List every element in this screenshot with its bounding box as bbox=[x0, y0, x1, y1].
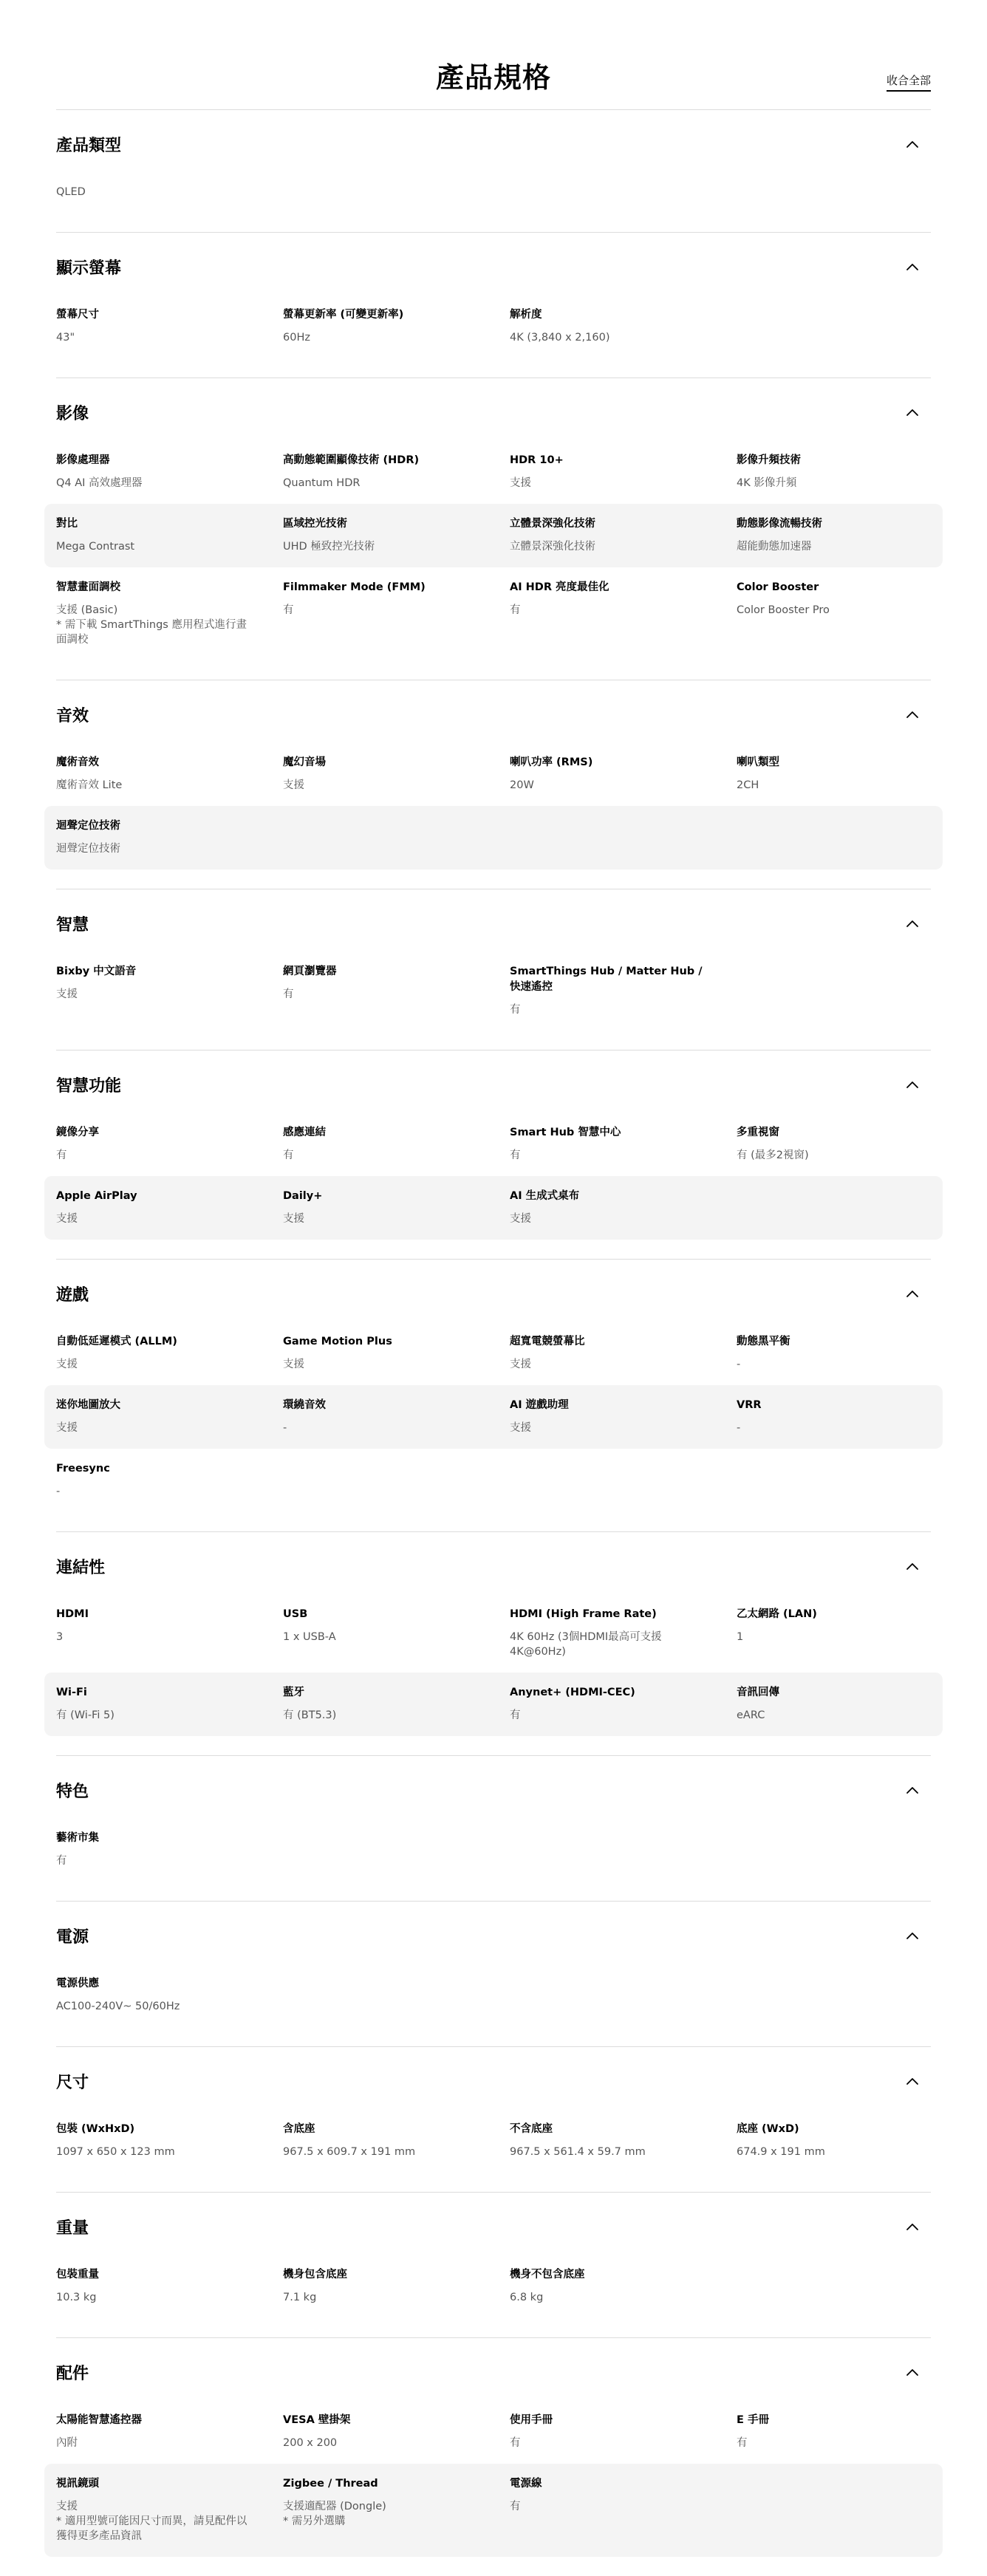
spec-row bbox=[44, 567, 943, 660]
spec-value: 1 x USB-A bbox=[283, 1631, 336, 1643]
spec-label: 含底座 bbox=[283, 2123, 315, 2135]
spec-item bbox=[737, 1334, 931, 1372]
spec-section bbox=[56, 889, 931, 1050]
spec-label: AI 生成式桌布 bbox=[510, 1190, 580, 1202]
spec-label: AI HDR 亮度最佳化 bbox=[510, 581, 609, 593]
spec-item bbox=[510, 580, 704, 647]
spec-value: 10.3 kg bbox=[56, 2292, 97, 2303]
spec-label: 迷你地圖放大 bbox=[56, 1399, 120, 1411]
chevron-up-icon[interactable] bbox=[906, 2222, 919, 2231]
spec-label: Freesync bbox=[56, 1463, 110, 1475]
spec-label: Color Booster bbox=[737, 581, 819, 593]
spec-section bbox=[56, 109, 931, 232]
spec-value: 有 bbox=[283, 1149, 294, 1161]
spec-label: 智慧畫面調校 bbox=[56, 581, 120, 593]
spec-label: 網頁瀏覽器 bbox=[283, 966, 337, 977]
spec-label: 機身不包含底座 bbox=[510, 2269, 585, 2281]
spec-row bbox=[44, 1385, 943, 1449]
spec-label: 螢幕更新率 (可變更新率) bbox=[283, 309, 404, 321]
spec-label: 迴聲定位技術 bbox=[56, 820, 120, 832]
spec-rows bbox=[44, 1113, 943, 1240]
spec-item bbox=[510, 755, 704, 793]
spec-item bbox=[737, 755, 931, 793]
spec-item bbox=[283, 453, 477, 491]
spec-section bbox=[56, 1755, 931, 1901]
section-title: 智慧功能 bbox=[56, 1076, 122, 1096]
spec-label: 感應連結 bbox=[283, 1127, 326, 1138]
spec-item bbox=[56, 185, 250, 199]
section-header[interactable] bbox=[56, 110, 931, 178]
spec-label: 對比 bbox=[56, 518, 78, 530]
spec-item bbox=[283, 2267, 477, 2305]
spec-value: Quantum HDR bbox=[283, 477, 361, 489]
spec-value: 支援 bbox=[510, 1213, 531, 1225]
chevron-up-icon[interactable] bbox=[906, 262, 919, 271]
chevron-up-icon[interactable] bbox=[906, 2077, 919, 2085]
spec-item bbox=[56, 1398, 250, 1435]
page-title: 產品規格 bbox=[435, 61, 551, 94]
spec-label: HDR 10+ bbox=[510, 454, 564, 466]
section-header[interactable] bbox=[56, 2047, 931, 2115]
spec-value: 有 bbox=[283, 988, 294, 1000]
spec-item bbox=[510, 1334, 704, 1372]
spec-item bbox=[56, 755, 250, 793]
spec-value: 4K (3,840 x 2,160) bbox=[510, 332, 610, 344]
spec-label: 影像升頻技術 bbox=[737, 454, 801, 466]
spec-row bbox=[44, 742, 943, 806]
spec-label: 立體景深強化技術 bbox=[510, 518, 595, 530]
spec-item bbox=[283, 307, 477, 345]
spec-item bbox=[56, 516, 250, 554]
spec-item bbox=[56, 1461, 250, 1499]
spec-section bbox=[56, 2337, 931, 2576]
spec-value: - bbox=[737, 1359, 741, 1370]
spec-value: 有 bbox=[283, 604, 294, 616]
spec-row bbox=[44, 1449, 943, 1512]
spec-rows bbox=[44, 2400, 943, 2557]
spec-value: 有 bbox=[510, 1149, 521, 1161]
spec-section bbox=[56, 232, 931, 377]
spec-item bbox=[510, 516, 704, 554]
spec-item bbox=[510, 1125, 704, 1163]
spec-section bbox=[56, 377, 931, 680]
spec-rows bbox=[44, 295, 943, 358]
spec-sections bbox=[0, 109, 987, 2576]
spec-value: 支援 bbox=[510, 477, 531, 489]
spec-label: 電源供應 bbox=[56, 1978, 99, 1989]
spec-value: 支援 bbox=[56, 1359, 78, 1370]
spec-item bbox=[283, 755, 477, 793]
spec-label: 不含底座 bbox=[510, 2123, 553, 2135]
section-header[interactable] bbox=[56, 1050, 931, 1118]
spec-value: 60Hz bbox=[283, 332, 310, 344]
spec-value: 2CH bbox=[737, 779, 759, 791]
spec-item bbox=[283, 2122, 477, 2159]
spec-label: Bixby 中文語音 bbox=[56, 966, 137, 977]
spec-section bbox=[56, 2192, 931, 2337]
spec-value: 支援 bbox=[510, 1422, 531, 1434]
spec-item bbox=[283, 1189, 477, 1226]
spec-label: Zigbee / Thread bbox=[283, 2478, 378, 2490]
spec-value: 魔術音效 Lite bbox=[56, 779, 123, 791]
spec-row bbox=[44, 440, 943, 504]
spec-value: - bbox=[737, 1422, 741, 1434]
section-title: 影像 bbox=[56, 404, 89, 423]
spec-value: 有 bbox=[737, 2437, 748, 2449]
spec-section bbox=[56, 680, 931, 889]
spec-rows bbox=[44, 1322, 943, 1512]
spec-label: 高動態範圍顯像技術 (HDR) bbox=[283, 454, 420, 466]
spec-row bbox=[44, 1818, 943, 1882]
chevron-up-icon[interactable] bbox=[906, 140, 919, 148]
spec-value: 支援 bbox=[283, 1213, 304, 1225]
chevron-up-icon[interactable] bbox=[906, 2368, 919, 2377]
spec-row bbox=[44, 2255, 943, 2318]
spec-label: Wi-Fi bbox=[56, 1687, 87, 1698]
spec-label: 環繞音效 bbox=[283, 1399, 326, 1411]
spec-rows bbox=[44, 952, 943, 1031]
chevron-up-icon[interactable] bbox=[906, 710, 919, 719]
spec-label: USB bbox=[283, 1608, 308, 1620]
spec-item bbox=[283, 1685, 477, 1723]
spec-label: Filmmaker Mode (FMM) bbox=[283, 581, 426, 593]
spec-value: Color Booster Pro bbox=[737, 604, 830, 616]
spec-value: 有 bbox=[510, 2437, 521, 2449]
spec-item bbox=[737, 516, 931, 554]
spec-label: E 手冊 bbox=[737, 2414, 769, 2426]
spec-item bbox=[56, 2476, 250, 2543]
spec-label: 使用手冊 bbox=[510, 2414, 553, 2426]
section-header[interactable] bbox=[56, 2193, 931, 2261]
spec-value: 20W bbox=[510, 779, 534, 791]
section-header[interactable] bbox=[56, 233, 931, 301]
spec-value: Mega Contrast bbox=[56, 541, 135, 553]
spec-label: 區域控光技術 bbox=[283, 518, 347, 530]
spec-value: 7.1 kg bbox=[283, 2292, 317, 2303]
spec-label: 影像處理器 bbox=[56, 454, 110, 466]
spec-row bbox=[44, 295, 943, 358]
spec-label: 鏡像分享 bbox=[56, 1127, 99, 1138]
spec-value: 支援適配器 (Dongle) * 需另外選購 bbox=[283, 2501, 386, 2527]
spec-rows bbox=[44, 2109, 943, 2173]
spec-rows bbox=[44, 1818, 943, 1882]
spec-item bbox=[510, 2413, 704, 2450]
collapse-all-link[interactable]: 收合全部 bbox=[887, 72, 931, 92]
spec-item bbox=[283, 1334, 477, 1372]
spec-value: - bbox=[56, 1486, 61, 1497]
spec-row bbox=[44, 1322, 943, 1385]
section-header[interactable] bbox=[56, 2338, 931, 2406]
spec-item bbox=[737, 1685, 931, 1723]
spec-item bbox=[737, 1398, 931, 1435]
chevron-up-icon[interactable] bbox=[906, 919, 919, 928]
spec-item bbox=[510, 2122, 704, 2159]
spec-value: 4K 影像升頻 bbox=[737, 477, 797, 489]
spec-item bbox=[56, 1685, 250, 1723]
spec-label: VRR bbox=[737, 1399, 762, 1411]
section-title: 特色 bbox=[56, 1782, 89, 1801]
spec-item bbox=[510, 453, 704, 491]
spec-item bbox=[510, 964, 704, 1017]
spec-label: 藍牙 bbox=[283, 1687, 304, 1698]
spec-item bbox=[56, 453, 250, 491]
spec-label: AI 遊戲助理 bbox=[510, 1399, 569, 1411]
spec-item bbox=[510, 1607, 704, 1659]
spec-value: Q4 AI 高效處理器 bbox=[56, 477, 143, 489]
spec-row bbox=[44, 2400, 943, 2464]
spec-item bbox=[283, 580, 477, 647]
section-header[interactable] bbox=[56, 889, 931, 957]
spec-value: 1 bbox=[737, 1631, 744, 1643]
chevron-up-icon[interactable] bbox=[906, 1786, 919, 1794]
spec-item bbox=[283, 1125, 477, 1163]
section-title: 音效 bbox=[56, 706, 89, 725]
spec-item bbox=[737, 2413, 931, 2450]
spec-value: 1097 x 650 x 123 mm bbox=[56, 2146, 175, 2158]
spec-label: VESA 壁掛架 bbox=[283, 2414, 351, 2426]
chevron-up-icon[interactable] bbox=[906, 1080, 919, 1089]
spec-value: 有 (BT5.3) bbox=[283, 1709, 337, 1721]
section-title: 遊戲 bbox=[56, 1285, 89, 1305]
spec-value: 支援 (Basic) * 需下載 SmartThings 應用程式進行畫面調校 bbox=[56, 604, 247, 646]
spec-item bbox=[737, 453, 931, 491]
spec-label: 自動低延遲模式 (ALLM) bbox=[56, 1336, 177, 1347]
chevron-up-icon[interactable] bbox=[906, 1289, 919, 1298]
section-title: 智慧 bbox=[56, 915, 89, 935]
spec-item bbox=[510, 307, 704, 345]
spec-value: 立體景深強化技術 bbox=[510, 541, 595, 553]
spec-value: AC100-240V~ 50/60Hz bbox=[56, 2001, 180, 2012]
spec-label: 魔術音效 bbox=[56, 756, 99, 768]
spec-value: 3 bbox=[56, 1631, 64, 1643]
chevron-up-icon[interactable] bbox=[906, 1931, 919, 1940]
section-header[interactable] bbox=[56, 1260, 931, 1328]
spec-row bbox=[44, 952, 943, 1031]
spec-item bbox=[56, 1831, 250, 1868]
spec-row bbox=[44, 2109, 943, 2173]
spec-label: 底座 (WxD) bbox=[737, 2123, 799, 2135]
spec-label: 視訊鏡頭 bbox=[56, 2478, 99, 2490]
spec-value: 支援 bbox=[56, 988, 78, 1000]
spec-label: Apple AirPlay bbox=[56, 1190, 137, 1202]
spec-label: Game Motion Plus bbox=[283, 1336, 392, 1347]
spec-label: 乙太網路 (LAN) bbox=[737, 1608, 817, 1620]
spec-label: HDMI bbox=[56, 1608, 89, 1620]
spec-item bbox=[56, 964, 250, 1017]
spec-value: 967.5 x 561.4 x 59.7 mm bbox=[510, 2146, 646, 2158]
spec-item bbox=[56, 2267, 250, 2305]
section-header[interactable] bbox=[56, 378, 931, 446]
spec-label: 動態黑平衡 bbox=[737, 1336, 790, 1347]
spec-row bbox=[44, 806, 943, 870]
spec-label: 機身包含底座 bbox=[283, 2269, 347, 2281]
spec-label: 喇叭功率 (RMS) bbox=[510, 756, 593, 768]
spec-label: 太陽能智慧遙控器 bbox=[56, 2414, 142, 2426]
spec-value: QLED bbox=[56, 186, 86, 198]
spec-value: 有 bbox=[510, 1709, 521, 1721]
spec-row bbox=[44, 1964, 943, 2027]
spec-label: 解析度 bbox=[510, 309, 542, 321]
spec-label: HDMI (High Frame Rate) bbox=[510, 1608, 657, 1620]
spec-label: 魔幻音場 bbox=[283, 756, 326, 768]
section-title: 產品類型 bbox=[56, 136, 122, 155]
spec-section bbox=[56, 1531, 931, 1755]
spec-item bbox=[56, 1607, 250, 1659]
spec-value: 4K 60Hz (3個HDMI最高可支援4K@60Hz) bbox=[510, 1631, 662, 1658]
spec-label: 超寬電競螢幕比 bbox=[510, 1336, 585, 1347]
spec-label: 電源線 bbox=[510, 2478, 542, 2490]
section-title: 尺寸 bbox=[56, 2073, 89, 2092]
spec-item bbox=[737, 1607, 931, 1659]
spec-rows bbox=[44, 440, 943, 660]
spec-label: SmartThings Hub / Matter Hub / 快速遙控 bbox=[510, 966, 703, 993]
spec-item bbox=[737, 2122, 931, 2159]
spec-item bbox=[510, 2267, 704, 2305]
spec-rows bbox=[44, 742, 943, 870]
spec-item bbox=[283, 1607, 477, 1659]
spec-label: 喇叭類型 bbox=[737, 756, 779, 768]
spec-value: 有 (Wi-Fi 5) bbox=[56, 1709, 115, 1721]
spec-value: 支援 bbox=[510, 1359, 531, 1370]
spec-item bbox=[56, 1189, 250, 1226]
spec-row bbox=[44, 172, 943, 213]
spec-section bbox=[56, 1259, 931, 1531]
spec-value: 有 bbox=[510, 1004, 521, 1016]
spec-value: 超能動態加速器 bbox=[737, 541, 812, 553]
spec-item bbox=[56, 580, 250, 647]
section-header[interactable] bbox=[56, 680, 931, 748]
section-header[interactable] bbox=[56, 1902, 931, 1969]
spec-section bbox=[56, 1050, 931, 1259]
spec-value: 支援 bbox=[283, 1359, 304, 1370]
spec-value: eARC bbox=[737, 1709, 765, 1721]
page-header bbox=[0, 0, 987, 109]
section-title: 連結性 bbox=[56, 1558, 106, 1577]
spec-value: 支援 bbox=[283, 779, 304, 791]
spec-rows bbox=[44, 1594, 943, 1736]
spec-value: 6.8 kg bbox=[510, 2292, 544, 2303]
spec-value: 有 bbox=[510, 604, 521, 616]
spec-row bbox=[44, 1113, 943, 1176]
spec-section bbox=[56, 1901, 931, 2046]
spec-item bbox=[510, 1189, 704, 1226]
spec-value: 支援 bbox=[56, 1213, 78, 1225]
section-title: 顯示螢幕 bbox=[56, 259, 122, 278]
spec-item bbox=[510, 2476, 704, 2543]
spec-value: 迴聲定位技術 bbox=[56, 843, 120, 855]
spec-value: 有 bbox=[510, 2501, 521, 2512]
spec-row bbox=[44, 1176, 943, 1240]
spec-value: 有 bbox=[56, 1855, 67, 1867]
spec-label: 藝術市集 bbox=[56, 1832, 99, 1844]
spec-item bbox=[56, 1976, 250, 2014]
spec-value: 967.5 x 609.7 x 191 mm bbox=[283, 2146, 416, 2158]
spec-value: 674.9 x 191 mm bbox=[737, 2146, 825, 2158]
spec-item bbox=[56, 1334, 250, 1372]
spec-item bbox=[56, 1125, 250, 1163]
section-header[interactable] bbox=[56, 1532, 931, 1600]
chevron-up-icon[interactable] bbox=[906, 1562, 919, 1571]
spec-item bbox=[283, 2476, 477, 2543]
spec-label: Anynet+ (HDMI-CEC) bbox=[510, 1687, 635, 1698]
spec-row bbox=[44, 504, 943, 567]
spec-item bbox=[283, 1398, 477, 1435]
spec-item bbox=[510, 1685, 704, 1723]
section-title: 重量 bbox=[56, 2218, 89, 2238]
spec-label: 包裝 (WxHxD) bbox=[56, 2123, 135, 2135]
spec-value: 有 (最多2視窗) bbox=[737, 1149, 809, 1161]
spec-value: UHD 極致控光技術 bbox=[283, 541, 375, 553]
section-title: 配件 bbox=[56, 2364, 89, 2383]
spec-label: Daily+ bbox=[283, 1190, 323, 1202]
spec-item bbox=[56, 307, 250, 345]
chevron-up-icon[interactable] bbox=[906, 408, 919, 417]
section-header[interactable] bbox=[56, 1756, 931, 1824]
spec-rows bbox=[44, 2255, 943, 2318]
spec-item bbox=[56, 2413, 250, 2450]
spec-label: 音訊回傳 bbox=[737, 1687, 779, 1698]
spec-label: Smart Hub 智慧中心 bbox=[510, 1127, 621, 1138]
section-title: 電源 bbox=[56, 1927, 89, 1947]
spec-value: - bbox=[283, 1422, 287, 1434]
spec-row bbox=[44, 1673, 943, 1736]
spec-value: 有 bbox=[56, 1149, 67, 1161]
spec-value: 200 x 200 bbox=[283, 2437, 338, 2449]
spec-row bbox=[44, 1594, 943, 1673]
spec-rows bbox=[44, 1964, 943, 2027]
spec-item bbox=[283, 516, 477, 554]
spec-label: 動態影像流暢技術 bbox=[737, 518, 822, 530]
spec-item bbox=[283, 2413, 477, 2450]
spec-item bbox=[56, 819, 250, 856]
spec-row bbox=[44, 2464, 943, 2557]
spec-item bbox=[737, 1125, 931, 1163]
spec-item bbox=[56, 2122, 250, 2159]
spec-item bbox=[283, 964, 477, 1017]
spec-label: 多重視窗 bbox=[737, 1127, 779, 1138]
spec-value: 支援 * 適用型號可能因尺寸而異，請見配件以獲得更多產品資訊 bbox=[56, 2501, 247, 2542]
spec-section bbox=[56, 2046, 931, 2192]
spec-item bbox=[510, 1398, 704, 1435]
spec-label: 包裝重量 bbox=[56, 2269, 99, 2281]
spec-rows bbox=[44, 172, 943, 213]
spec-value: 支援 bbox=[56, 1422, 78, 1434]
spec-value: 43" bbox=[56, 332, 75, 344]
spec-item bbox=[737, 580, 931, 647]
spec-value: 內附 bbox=[56, 2437, 78, 2449]
spec-label: 螢幕尺寸 bbox=[56, 309, 99, 321]
